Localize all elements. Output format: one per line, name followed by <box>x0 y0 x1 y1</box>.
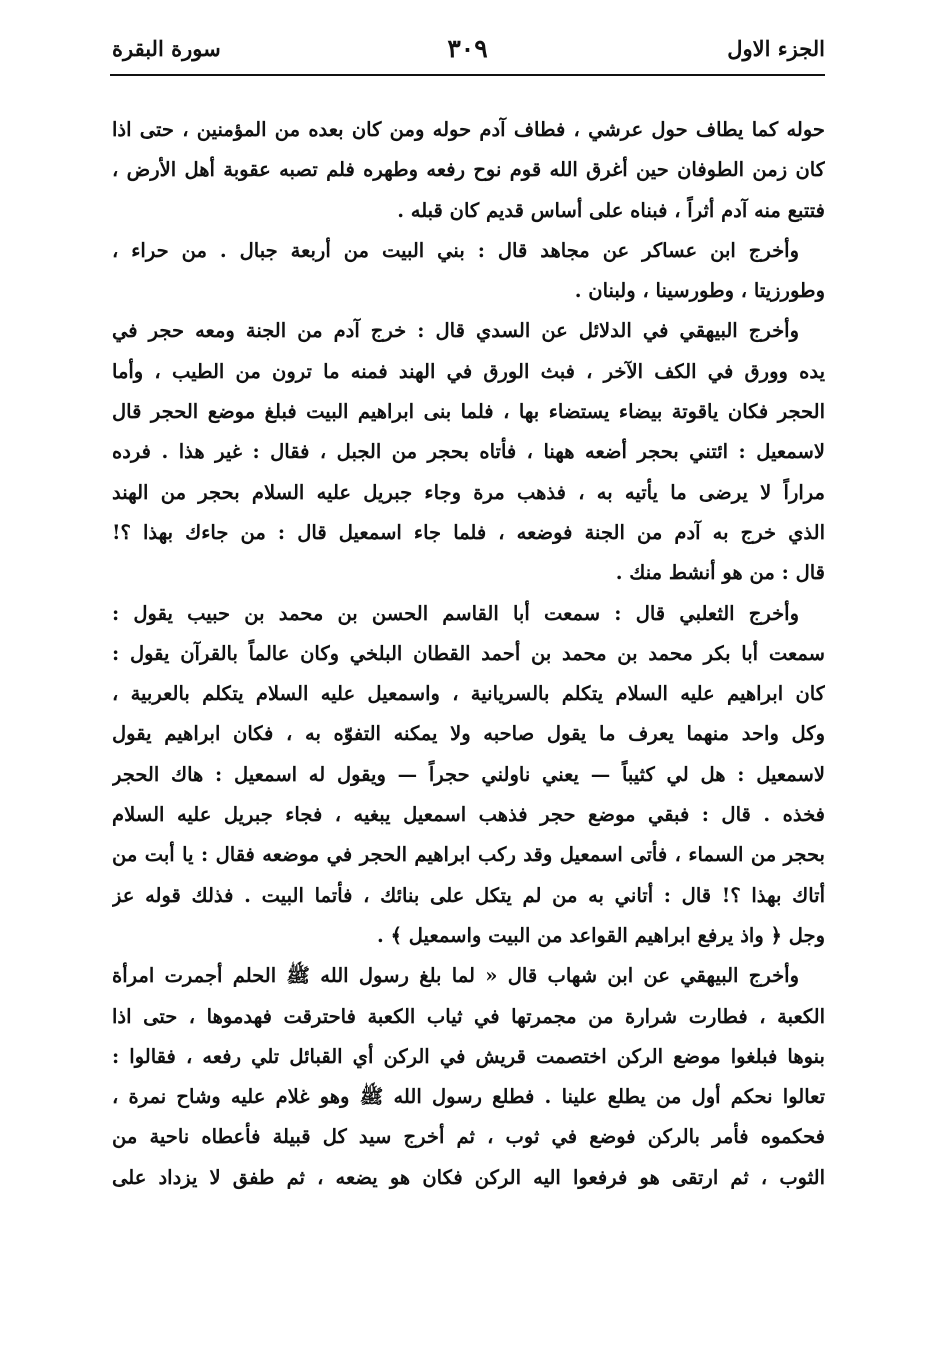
paragraph <box>112 231 825 312</box>
page-header <box>110 30 825 76</box>
part-label: الجزء الاول <box>727 36 825 61</box>
text-line: بحجر من السماء ، فأتى اسمعيل وقد ركب ابراهيم الحجر في موضعه فقال : يا أبت من <box>112 843 825 867</box>
page-number: ٣٠٩ <box>447 34 488 63</box>
text-line: كان زمن الطوفان حين أغرق الله قوم نوح رفعه وطهره فلم تصبه عقوبة أهل الأرض ، <box>112 158 825 182</box>
text-line: فتتبع منه آدم أثراً ، فبناه على أساس قديم كان قبله . <box>397 198 825 222</box>
text-line: حوله كما يطاف حول عرشي ، فطاف آدم حوله ومن كان بعده من المؤمنين ، حتى اذا <box>112 118 825 141</box>
text-line: وطورزيتا ، وطورسينا ، ولبنان . <box>574 279 825 303</box>
text-line: وجل ﴿ واذ يرفع ابراهيم القواعد من البيت واسمعيل ﴾ . <box>377 923 825 947</box>
text-line: يده وورق في الكف الآخر ، فبث الورق في الهند فمنه ما ترون من الطيب ، وأما <box>112 359 825 383</box>
text-line: وأخرج البيهقي عن ابن شهاب قال « لما بلغ رسول الله ﷺ الحلم أجمرت امرأة <box>112 964 799 988</box>
text-line: أتاك بهذا ؟! قال : أتاني به من لم يتكل على بنائك ، فأتما البيت . فذلك قوله عز <box>112 883 825 907</box>
text-line: الثوب ، ثم ارتقى هو فرفعوا اليه الركن فكان هو يضعه ، ثم طفق لا يزداد على <box>112 1165 825 1189</box>
text-line: وأخرج البيهقي في الدلائل عن السدي قال : خرج آدم من الجنة ومعه حجر في <box>112 319 799 343</box>
text-line: لاسمعيل : ائتني بحجر أضعه ههنا ، فأتاه بحجر من الجبل ، فقال : غير هذا . فرده <box>112 440 825 464</box>
text-line: بنوها فبلغوا موضع الركن اختصمت قريش في الركن أي القبائل تلي رفعه ، فقالوا : <box>112 1044 825 1068</box>
text-line: فخذه . قال : فبقي موضع حجر فذهب اسمعيل يبغيه ، فجاء جبريل عليه السلام <box>112 803 825 827</box>
text-line: الحجر فكان ياقوتة بيضاء يستضاء بها ، فلما بنى ابراهيم البيت فبلغ موضع الحجر قال <box>112 400 825 424</box>
text-line: لاسمعيل : هل لي كثيباً — يعني ناولني حجراً — ويقول له اسمعيل : هاك الحجر <box>112 762 825 786</box>
text-line: تعالوا نحكم أول من يطلع علينا . فطلع رسول الله ﷺ وهو غلام عليه وشاح نمرة ، <box>112 1085 825 1109</box>
surah-label: سورة البقرة <box>112 36 221 61</box>
text-line: وأخرج ابن عساكر عن مجاهد قال : بني البيت من أربعة جبال . من حراء ، <box>112 238 799 262</box>
paragraph <box>112 594 825 957</box>
text-line: مراراً لا يرضى ما يأتيه به ، فذهب مرة وجاء جبريل عليه السلام بحجر من الهند <box>112 480 825 504</box>
text-line: كان ابراهيم عليه السلام يتكلم بالسريانية ، واسمعيل عليه السلام يتكلم بالعربية ، <box>112 682 825 706</box>
paragraph <box>112 311 825 593</box>
text-line: الكعبة ، فطارت شرارة من مجمرتها في ثياب الكعبة فاحترقت فهدموها ، حتى اذا <box>112 1004 825 1028</box>
paragraph <box>112 110 825 231</box>
text-line: وكل واحد منهما يعرف ما يقول صاحبه ولا يمكنه التفوّه به ، فكان ابراهيم يقول <box>112 722 825 746</box>
text-line: قال : من هو أنشط منك . <box>615 561 825 585</box>
page-body <box>112 110 825 1198</box>
text-line: وأخرج الثعلبي قال : سمعت أبا القاسم الحسن بن محمد بن حبيب يقول : <box>112 601 799 625</box>
paragraph <box>112 956 825 1198</box>
text-line: الذي خرج به آدم من الجنة فوضعه ، فلما جاء اسمعيل قال : من جاءك بهذا ؟! <box>112 520 825 544</box>
text-line: فحكموه فأمر بالركن فوضع في ثوب ، ثم أخرج سيد كل قبيلة فأعطاه ناحية من <box>112 1125 825 1149</box>
text-line: سمعت أبا بكر محمد بن محمد بن أحمد القطان البلخي وكان عالماً بالقرآن يقول : <box>112 641 825 665</box>
